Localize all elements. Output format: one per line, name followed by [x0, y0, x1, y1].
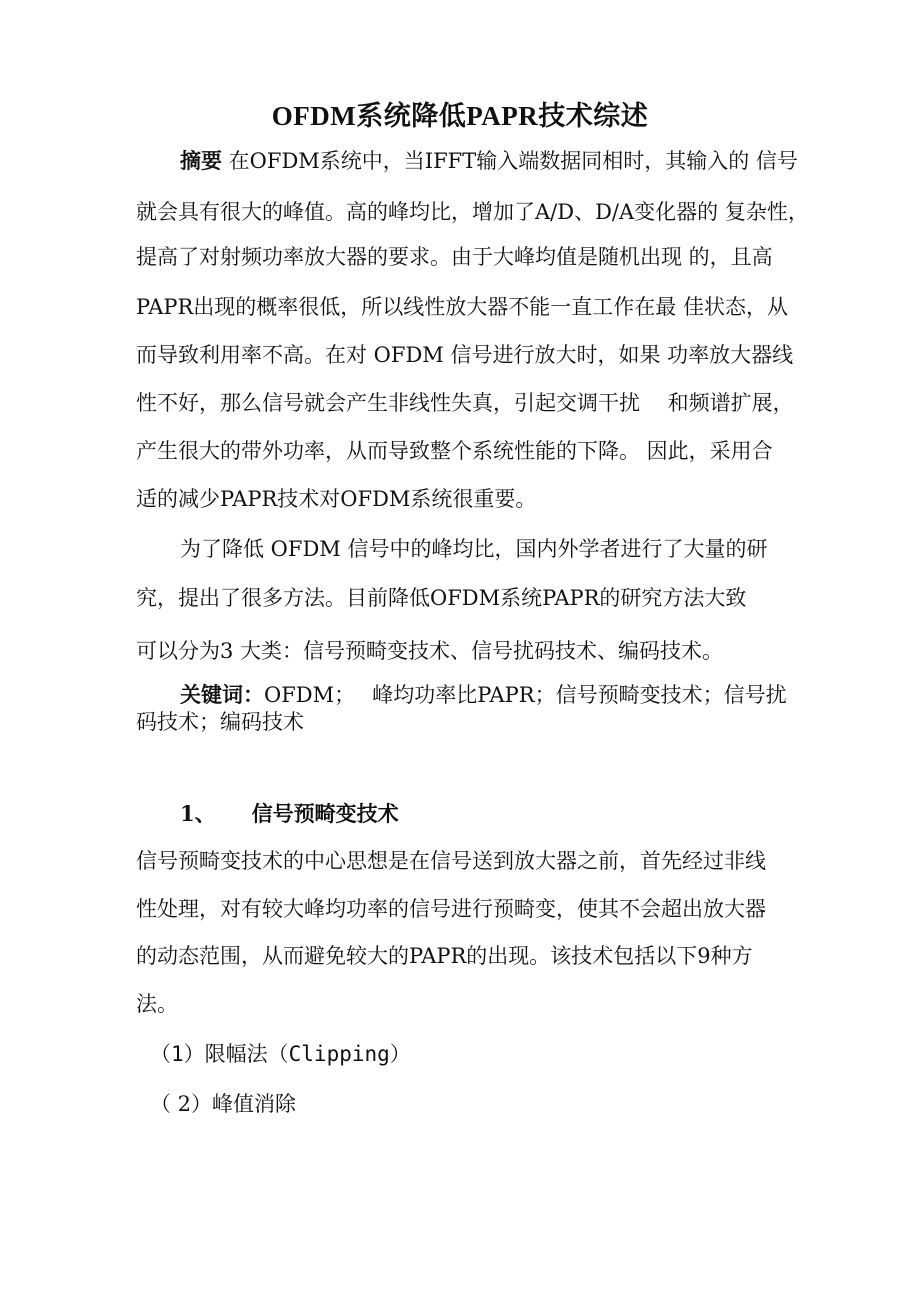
abstract-label: 摘要 [180, 148, 222, 173]
para2-line-3: 可以分为3 大类：信号预畸变技术、信号扰码技术、编码技术。 [136, 639, 724, 663]
keywords-line-1 [180, 680, 787, 710]
abstract-line-8: 适的减少PAPR技术对OFDM系统很重要。 [136, 487, 537, 511]
section-1-line-4: 法。 [136, 992, 178, 1016]
abstract-text-1: 在OFDM系统中，当IFFT输入端数据同相时，其输入的 信号 [222, 149, 798, 173]
para2-line-2: 究，提出了很多方法。目前降低OFDM系统PAPR的研究方法大致 [136, 586, 747, 610]
section-1-line-2: 性处理，对有较大峰均功率的信号进行预畸变，使其不会超出放大器 [136, 897, 766, 921]
para2-line-1: 为了降低 OFDM 信号中的峰均比，国内外学者进行了大量的研 [180, 537, 768, 561]
abstract-line-6: 性不好，那么信号就会产生非线性失真，引起交调干扰 和频谱扩展， [136, 391, 794, 415]
abstract-line-4: PAPR出现的概率很低，所以线性放大器不能一直工作在最 佳状态，从 [136, 295, 788, 319]
abstract-line-2: 就会具有很大的峰值。高的峰均比，增加了A/D、D/A变化器的 复杂性， [136, 200, 809, 224]
section-1-heading [180, 799, 399, 829]
keywords-label: 关键词： [180, 682, 264, 707]
abstract-line-7: 产生很大的带外功率，从而导致整个系统性能的下降。 因此，采用合 [136, 439, 773, 463]
section-1-line-1: 信号预畸变技术的中心思想是在信号送到放大器之前，首先经过非线 [136, 849, 766, 873]
keywords-text-1: OFDM； 峰均功率比PAPR；信号预畸变技术；信号扰 [264, 683, 787, 707]
document-title: OFDM系统降低PAPR技术综述 [271, 101, 649, 131]
section-1-title: 信号预畸变技术 [251, 801, 399, 826]
method-item-2: （ 2）峰值消除 [150, 1092, 297, 1116]
abstract-line-5: 而导致利用率不高。在对 OFDM 信号进行放大时，如果 功率放大器线 [136, 343, 794, 367]
abstract-line-1 [180, 146, 798, 176]
section-1-line-3: 的动态范围，从而避免较大的PAPR的出现。该技术包括以下9种方 [136, 944, 753, 968]
section-1-number: 1、 [180, 801, 216, 826]
method-item-1: （1）限幅法（Clipping） [150, 1042, 411, 1066]
keywords-line-2: 码技术；编码技术 [136, 710, 304, 734]
abstract-line-3: 提高了对射频功率放大器的要求。由于大峰均值是随机出现 的，且高 [136, 245, 773, 269]
